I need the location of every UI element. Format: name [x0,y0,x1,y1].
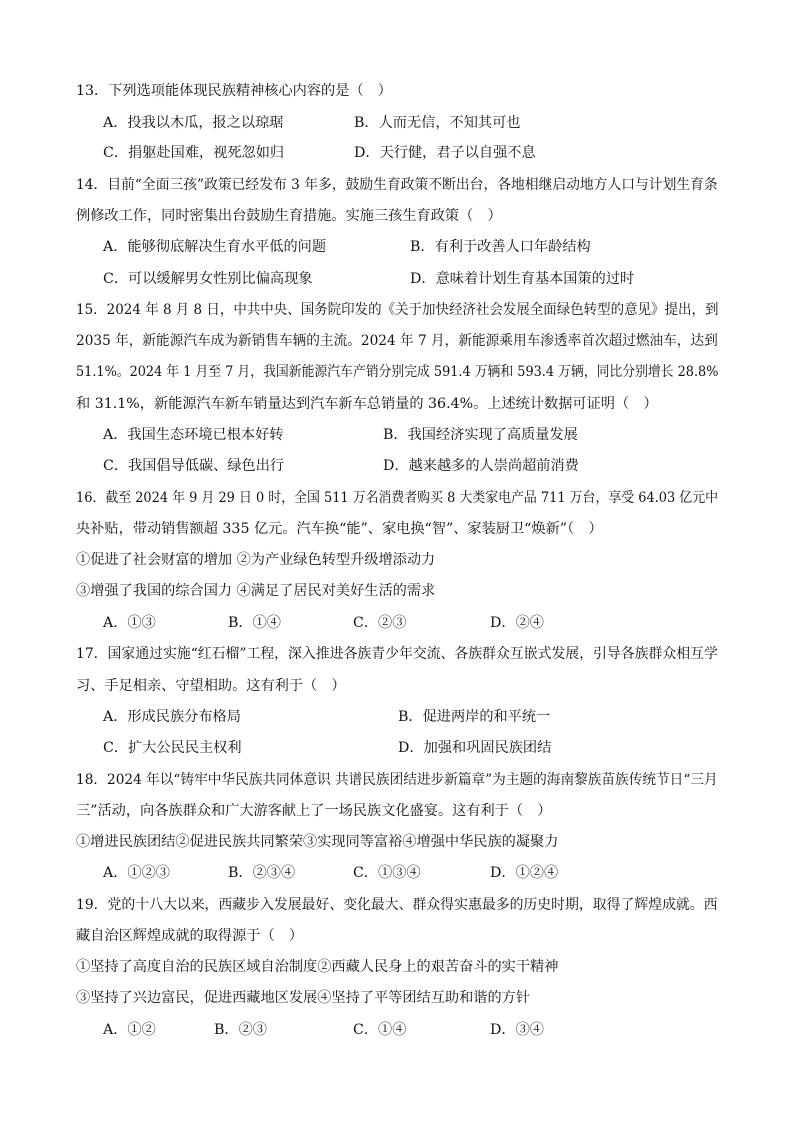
question-stem-line: 17．国家通过实施“红石榴”工程，深入推进各族青少年交流、各族群众互嵌式发展，引导各族群众相互学 [76,646,718,662]
option-a[interactable]: A．①②③ [103,865,170,881]
option-b[interactable]: B．我国经济实现了高质量发展 [383,427,578,443]
statement-line: ③坚持了兴边富民，促进西藏地区发展④坚持了平等团结互助和谐的方针 [76,990,531,1006]
question-stem-line: 三”活动，向各族群众和广大游客献上了一场民族文化盛宴。这有利于（ ） [76,803,552,819]
question-stem-line: 习、手足相亲、守望相助。这有利于（ ） [76,678,346,694]
statement-line: ①促进了社会财富的增加 ②为产业绿色转型升级增添动力 [76,552,436,568]
option-b[interactable]: B．有利于改善人口年龄结构 [410,239,591,255]
question-stem-line: 例修改工作，同时密集出台鼓励生育措施。实施三孩生育政策（ ） [76,208,502,224]
question-stem-line: 13．下列选项能体现民族精神核心内容的是（ ） [76,83,392,99]
option-c[interactable]: C．扩大公民民主权利 [103,740,242,756]
option-d[interactable]: D．加强和巩固民族团结 [398,740,552,756]
option-d[interactable]: D．天行健，君子以自强不息 [354,145,536,161]
option-d[interactable]: D．①②④ [490,865,559,881]
question-stem-line: 藏自治区辉煌成就的取得源于（ ） [76,928,304,944]
question-stem-line: 2035 年，新能源汽车成为新销售车辆的主流。2024 年 7 月，新能源乘用车渗透率首次超过燃油车，达到 [76,333,718,349]
option-b[interactable]: B．人而无信，不知其可也 [354,115,521,131]
question-stem-line: 51.1%。2024 年 1 月至 7 月，我国新能源汽车产销分别完成 591.4 万辆和 593.4 万辆，同比分别增长 28.8% [76,364,719,380]
question-stem-line: 18．2024 年以“铸牢中华民族共同体意识 共谱民族团结进步新篇章”为主题的海南黎族苗族传统节日“三月 [76,772,718,788]
question-stem-line: 15．2024 年 8 月 8 日，中共中央、国务院印发的《关于加快经济社会发展全面绿色转型的意见》提出，到 [76,302,719,318]
option-c[interactable]: C．①④ [353,1022,407,1038]
question-stem-line: 和 31.1%，新能源汽车新车销量达到汽车新车总销量的 36.4%。上述统计数据可证明（ ） [76,396,658,412]
option-a[interactable]: A．形成民族分布格局 [103,709,241,725]
option-c[interactable]: C．可以缓解男女性别比偏高现象 [103,271,313,287]
option-d[interactable]: D．③④ [490,1022,544,1038]
question-stem-line: 16．截至 2024 年 9 月 29 日 0 时，全国 511 万名消费者购买 8 大类家电产品 711 万台，享受 64.03 亿元中 [76,490,719,506]
option-a[interactable]: A．①② [103,1022,156,1038]
option-b[interactable]: B．促进两岸的和平统一 [398,709,551,725]
option-a[interactable]: A．投我以木瓜，报之以琼琚 [103,115,284,131]
question-stem-line: 19．党的十八大以来，西藏步入发展最好、变化最大、群众得实惠最多的历史时期，取得了辉煌成就。西 [76,897,718,913]
option-c[interactable]: C．①③④ [353,865,421,881]
option-a[interactable]: A．①③ [103,615,156,631]
statement-line: ③增强了我国的综合国力 ④满足了居民对美好生活的需求 [76,583,436,599]
option-b[interactable]: B．②③ [214,1022,267,1038]
statement-line: ①增进民族团结②促进民族共同繁荣③实现同等富裕④增强中华民族的凝聚力 [76,834,559,850]
option-d[interactable]: D．越来越多的人崇尚超前消费 [383,458,579,474]
option-c[interactable]: C．我国倡导低碳、绿色出行 [103,458,285,474]
option-a[interactable]: A．我国生态环境已根本好转 [103,427,284,443]
statement-line: ①坚持了高度自治的民族区域自治制度②西藏人民身上的艰苦奋斗的实干精神 [76,959,559,975]
option-d[interactable]: D．②④ [490,615,544,631]
option-b[interactable]: B．①④ [228,615,281,631]
option-c[interactable]: C．捐躯赴国难，视死忽如归 [103,145,285,161]
option-c[interactable]: C．②③ [353,615,407,631]
question-stem-line: 14．目前“全面三孩”政策已经发布 3 年多，鼓励生育政策不断出台，各地相继启动地方人口与计划生育条 [76,177,718,193]
option-b[interactable]: B．②③④ [228,865,296,881]
option-a[interactable]: A．能够彻底解决生育水平低的问题 [103,239,327,255]
question-stem-line: 央补贴，带动销售额超 335 亿元。汽车换“能”、家电换“智”、家装厨卫“焕新”（ ） [76,521,603,537]
option-d[interactable]: D．意味着计划生育基本国策的过时 [410,271,635,287]
